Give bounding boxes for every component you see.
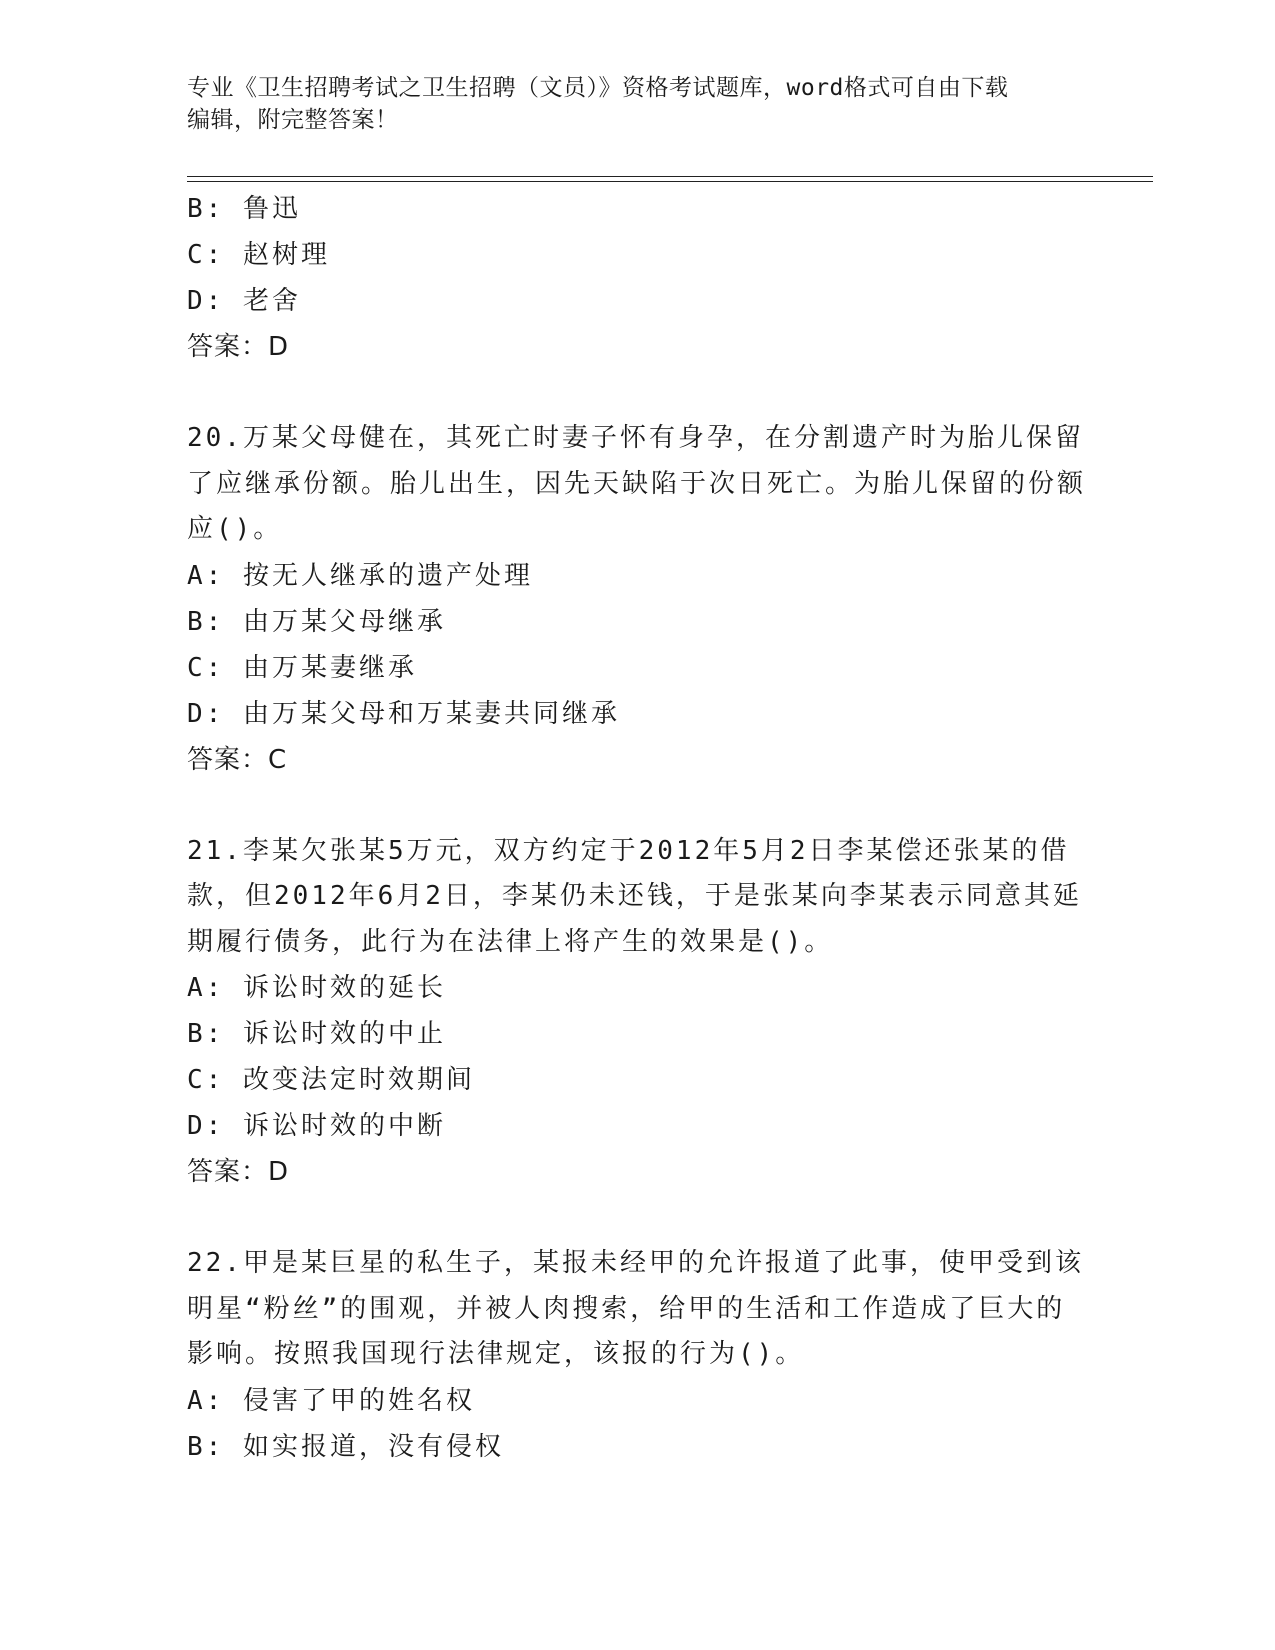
header-line-1: 专业《卫生招聘考试之卫生招聘（文员）》资格考试题库，word格式可自由下载: [187, 75, 1009, 101]
option-c: C: 赵树理: [187, 240, 330, 270]
option-c: C: 改变法定时效期间: [187, 1065, 475, 1095]
question-text: 22.甲是某巨星的私生子，某报未经甲的允许报道了此事，使甲受到该明星“粉丝”的围观，并被人肉搜索，给甲的生活和工作造成了巨大的影响。按照我国现行法律规定，该报的行为()。: [187, 1248, 1084, 1369]
page-header: [187, 72, 1087, 136]
question-text: 21.李某欠张某5万元，双方约定于2012年5月2日李某偿还张某的借款，但2012年6月2日，李某仍未还钱，于是张某向李某表示同意其延期履行债务，此行为在法律上将产生的效果是()。: [187, 835, 1082, 957]
option-b: B: 鲁迅: [187, 194, 301, 224]
option-a: A: 按无人继承的遗产处理: [187, 560, 533, 591]
answer: 答案：D: [187, 1157, 290, 1187]
option-b: B: 由万某父母继承: [187, 606, 446, 637]
question-list: [187, 186, 1087, 1470]
answer: 答案：C: [187, 744, 288, 775]
header-divider-bottom: [187, 181, 1153, 182]
option-d: D: 老舍: [187, 286, 301, 316]
question-text: 20.万某父母健在，其死亡时妻子怀有身孕，在分割遗产时为胎儿保留了应继承份额。胎儿出生，因先天缺陷于次日死亡。为胎儿保留的份额应()。: [187, 423, 1087, 544]
option-d: D: 由万某父母和万某妻共同继承: [187, 698, 620, 729]
header-divider-top: [187, 176, 1153, 177]
option-b: B: 如实报道，没有侵权: [187, 1431, 504, 1462]
question-21: [187, 829, 1087, 1196]
option-a: A: 诉讼时效的延长: [187, 973, 446, 1003]
option-d: D: 诉讼时效的中断: [187, 1111, 446, 1141]
answer: 答案：D: [187, 332, 290, 362]
option-b: B: 诉讼时效的中止: [187, 1019, 446, 1049]
question-22: [187, 1241, 1087, 1470]
header-line-2: 编辑，附完整答案！: [187, 107, 399, 133]
option-a: A: 侵害了甲的姓名权: [187, 1385, 475, 1416]
option-c: C: 由万某妻继承: [187, 652, 417, 683]
question-20: [187, 416, 1087, 783]
previous-question-tail: [187, 186, 1087, 370]
